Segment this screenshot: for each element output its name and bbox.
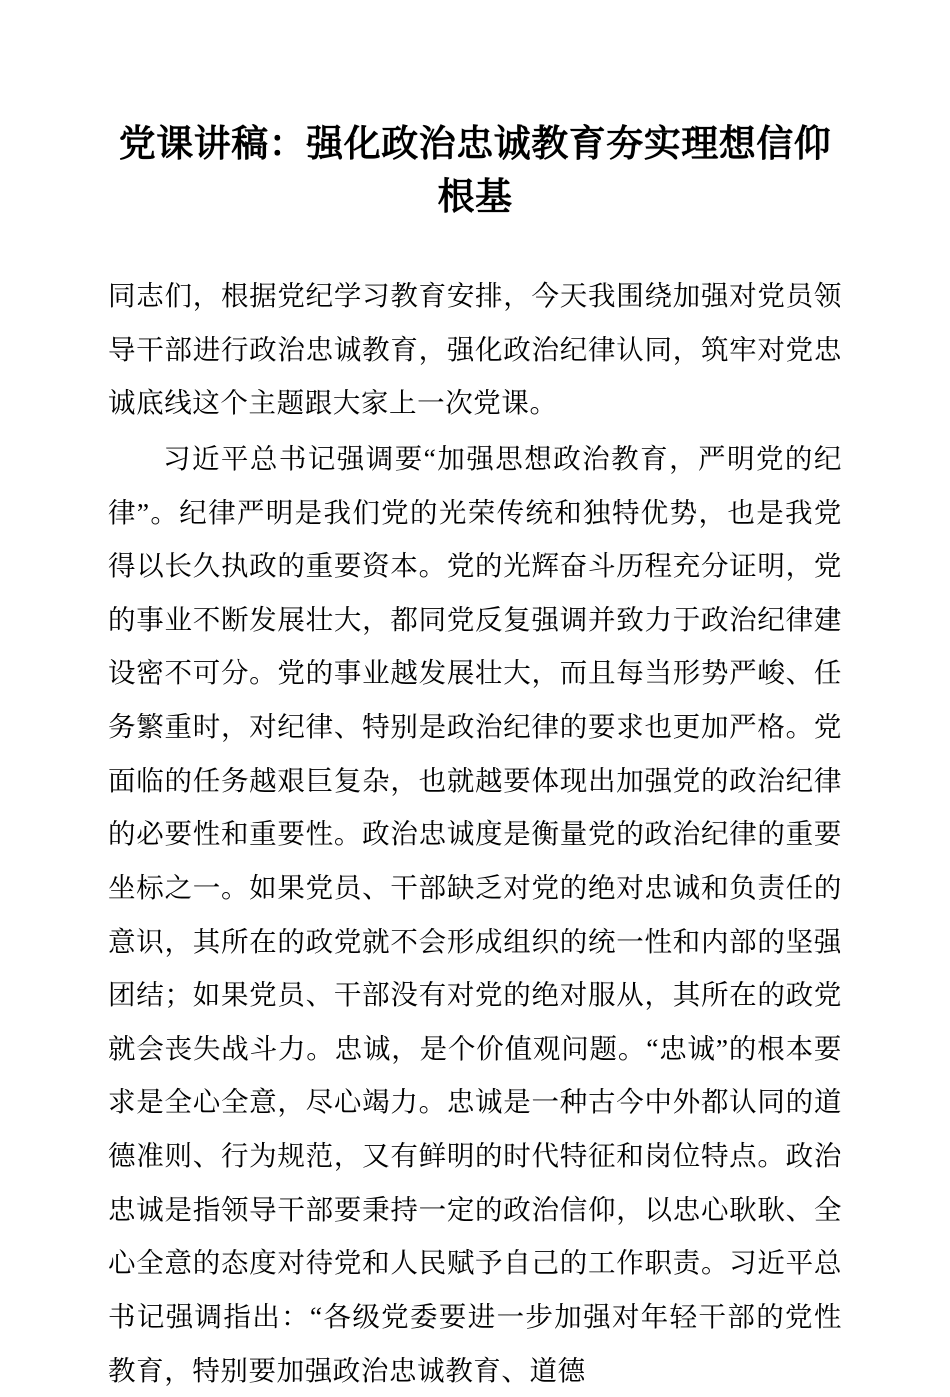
document-body bbox=[108, 269, 842, 1397]
page-title: 党课讲稿：强化政治忠诚教育夯实理想信仰根基 bbox=[118, 122, 832, 218]
paragraph-opening: 同志们，根据党纪学习教育安排，今天我围绕加强对党员领导干部进行政治忠诚教育，强化政治纪律认同，筑牢对党忠诚底线这个主题跟大家上一次党课。 bbox=[108, 280, 842, 419]
paragraph-section-one: 习近平总书记强调要“加强思想政治教育，严明党的纪律”。纪律严明是我们党的光荣传统和独特优势，也是我党得以长久执政的重要资本。党的光辉奋斗历程充分证明，党的事业不断发展壮大，都同党反复强调并致力于政治纪律建设密不可分。党的事业越发展壮大，而且每当形势严峻、任务繁重时，对纪律、特别是政治纪律的要求也更加严格。党面临的任务越艰巨复杂，也就越要体现出加强党的政治纪律的必要性和重要性。政治忠诚度是衡量党的政治纪律的重要坐标之一。如果党员、干部缺乏对党的绝对忠诚和负责任的意识，其所在的政党就不会形成组织的统一性和内部的坚强团结；如果党员、干部没有对党的绝对服从，其所在的政党就会丧失战斗力。忠诚，是个价值观问题。“忠诚”的根本要求是全心全意，尽心竭力。忠诚是一种古今中外都认同的道德准则、行为规范，又有鲜明的时代特征和岗位特点。政治忠诚是指领导干部要秉持一定的政治信仰，以忠心耿耿、全心全意的态度对待党和人民赋予自己的工作职责。习近平总书记强调指出：“各级党委要进一步加强对年轻干部的党性教育，特别要加强政治忠诚教育、道德 bbox=[108, 442, 842, 1386]
